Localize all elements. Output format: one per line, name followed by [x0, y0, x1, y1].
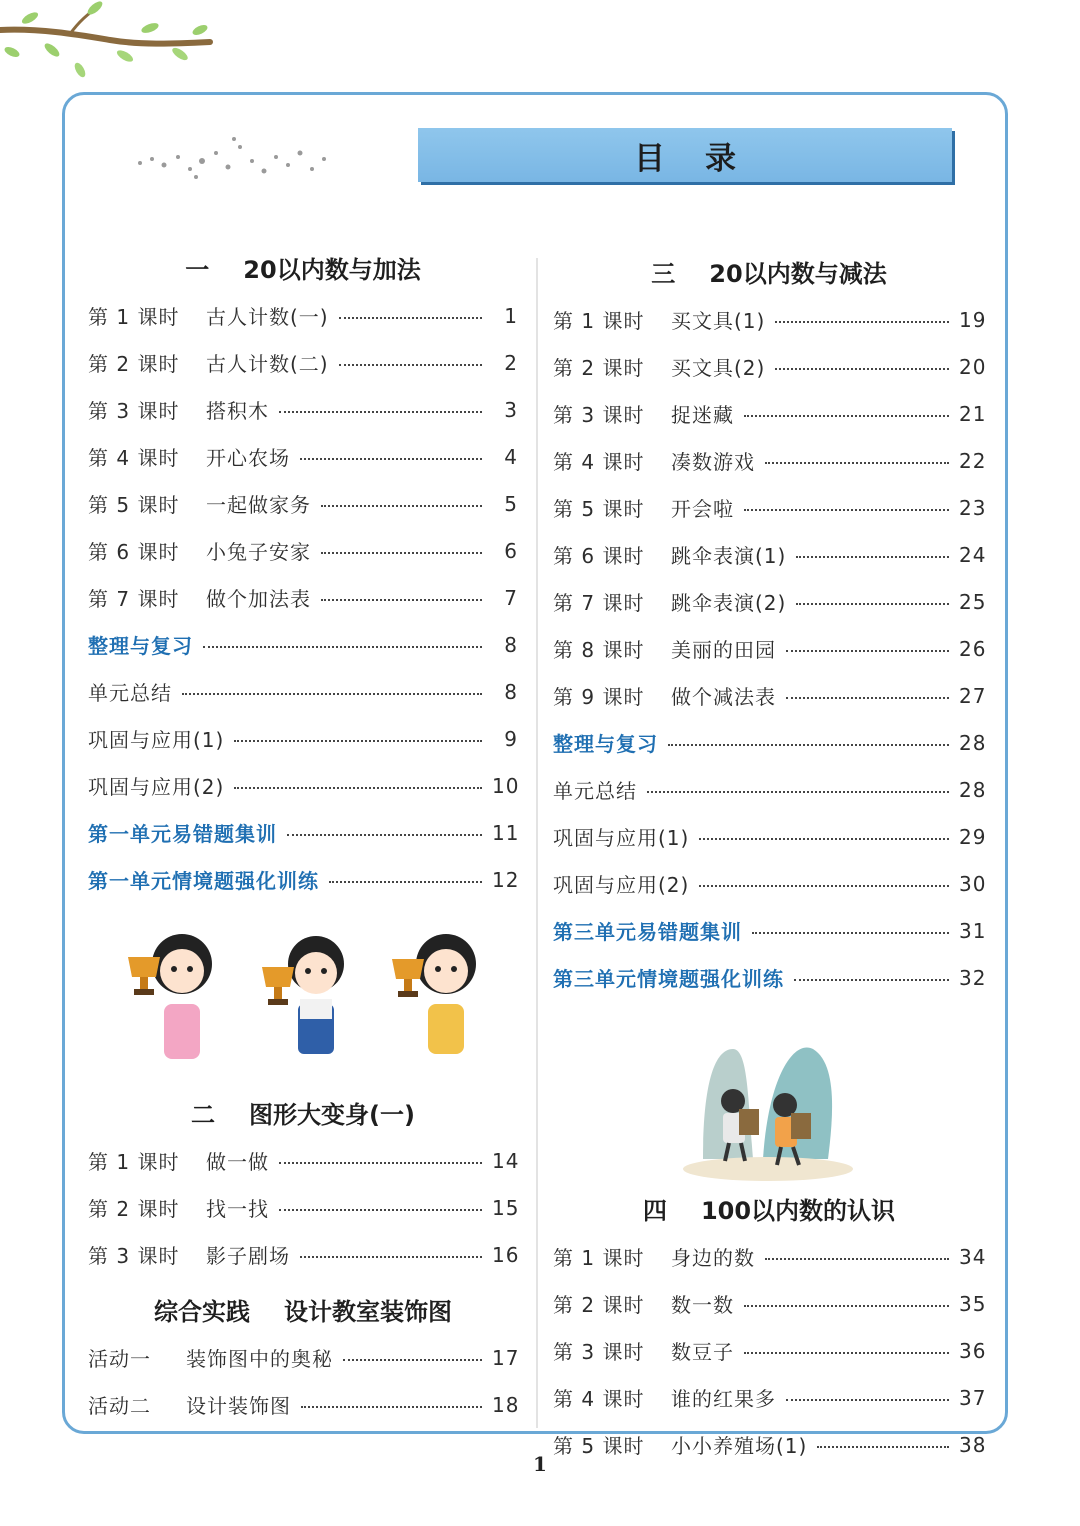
toc-entry-practice[interactable]: 巩固与应用(2) 30	[553, 871, 987, 897]
toc-entry[interactable]: 第 5 课时 一起做家务 5	[88, 491, 518, 517]
kid-girl-icon	[124, 919, 224, 1069]
toc-entry[interactable]: 第 3 课时 影子剧场 16	[88, 1242, 520, 1268]
toc-entry[interactable]: 第 8 课时 美丽的田园 26	[553, 636, 987, 662]
toc-entry[interactable]: 第 6 课时 跳伞表演(1) 24	[553, 542, 987, 568]
scene-image	[553, 1009, 985, 1189]
toc-entry[interactable]: 第 2 课时 古人计数(二) 2	[88, 350, 518, 376]
toc-entry-practice[interactable]: 巩固与应用(1) 29	[553, 824, 987, 850]
toc-entry[interactable]: 第 3 课时 搭积木 3	[88, 397, 518, 423]
branch-illustration	[0, 0, 220, 90]
toc-entry[interactable]: 活动一 装饰图中的奥秘 17	[88, 1345, 520, 1371]
section-heading-4: 四 100以内数的认识	[642, 1196, 896, 1225]
toc-entry[interactable]: 第 4 课时 凑数游戏 22	[553, 448, 987, 474]
toc-entry[interactable]: 第 7 课时 做个加法表 7	[88, 585, 518, 611]
toc-entry-context-training[interactable]: 第三单元情境题强化训练 32	[553, 965, 987, 991]
section-heading-3: 三 20以内数与减法	[651, 259, 887, 288]
toc-entry[interactable]: 第 4 课时 开心农场 4	[88, 444, 518, 470]
toc-entry[interactable]: 第 7 课时 跳伞表演(2) 25	[553, 589, 987, 615]
toc-entry[interactable]: 第 1 课时 古人计数(一) 1	[88, 303, 518, 329]
toc-entry[interactable]: 第 5 课时 开会啦 23	[553, 495, 987, 521]
toc-entry-practice[interactable]: 巩固与应用(1) 9	[88, 726, 518, 752]
decorative-dots	[130, 135, 340, 185]
section-heading-1: 一 20以内数与加法	[185, 255, 421, 284]
toc-entry-practice[interactable]: 巩固与应用(2) 10	[88, 773, 520, 799]
toc-entry[interactable]: 第 1 课时 买文具(1) 19	[553, 307, 987, 333]
section-heading-2: 二 图形大变身(一)	[191, 1100, 415, 1129]
toc-entry[interactable]: 第 1 课时 身边的数 34	[553, 1244, 987, 1270]
toc-entry[interactable]: 第 4 课时 谁的红果多 37	[553, 1385, 987, 1411]
toc-entry-context-training[interactable]: 第一单元情境题强化训练 12	[88, 867, 520, 893]
toc-entry[interactable]: 第 1 课时 做一做 14	[88, 1148, 520, 1174]
page-title: 目录	[418, 128, 952, 182]
toc-entry[interactable]: 活动二 设计装饰图 18	[88, 1392, 520, 1418]
toc-entry-error-training[interactable]: 第一单元易错题集训 11	[88, 820, 520, 846]
toc-entry-summary[interactable]: 单元总结 28	[553, 777, 987, 803]
kid-boy-icon	[258, 919, 358, 1069]
toc-entry[interactable]: 第 3 课时 捉迷藏 21	[553, 401, 987, 427]
hide-and-seek-illustration	[553, 1009, 985, 1189]
toc-right-column	[553, 252, 985, 1468]
section-heading-practice: 综合实践 设计教室装饰图	[154, 1297, 452, 1326]
toc-entry[interactable]: 第 2 课时 买文具(2) 20	[553, 354, 987, 380]
toc-entry-summary[interactable]: 单元总结 8	[88, 679, 518, 705]
toc-entry[interactable]: 第 5 课时 小小养殖场(1) 38	[553, 1432, 987, 1458]
toc-entry-review[interactable]: 整理与复习 28	[553, 730, 987, 756]
toc-entry-review[interactable]: 整理与复习 8	[88, 632, 518, 658]
toc-entry[interactable]: 第 2 课时 找一找 15	[88, 1195, 520, 1221]
kid-girl-yellow-icon	[388, 919, 488, 1069]
toc-entry[interactable]: 第 6 课时 小兔子安家 6	[88, 538, 518, 564]
toc-entry[interactable]: 第 9 课时 做个减法表 27	[553, 683, 987, 709]
kids-trophy-illustration	[88, 909, 518, 1079]
page-number: 1	[533, 1452, 547, 1476]
toc-entry-error-training[interactable]: 第三单元易错题集训 31	[553, 918, 987, 944]
column-divider	[536, 258, 538, 1428]
toc-entry[interactable]: 第 3 课时 数豆子 36	[553, 1338, 987, 1364]
toc-entry[interactable]: 第 2 课时 数一数 35	[553, 1291, 987, 1317]
toc-left-column	[88, 248, 518, 1428]
